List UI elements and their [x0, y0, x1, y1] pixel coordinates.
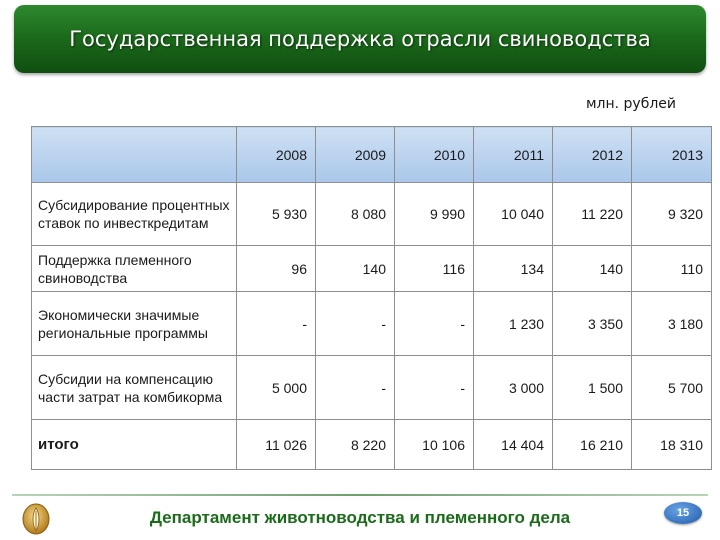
value-cell: 110: [632, 246, 712, 292]
row-label: Субсидирование процентных ставок по инвесткредитам: [32, 183, 237, 246]
total-value-cell: 8 220: [316, 420, 395, 470]
header-cell-year: 2013: [632, 127, 712, 183]
header-cell-year: 2008: [237, 127, 316, 183]
value-cell: 9 990: [395, 183, 474, 246]
table-row: [32, 356, 712, 420]
value-cell: 134: [474, 246, 553, 292]
row-label: Экономически значимые региональные программы: [32, 292, 237, 356]
total-value-cell: 16 210: [553, 420, 632, 470]
total-row: [32, 420, 712, 470]
value-cell: 5 000: [237, 356, 316, 420]
row-label: Поддержка племенного свиноводства: [32, 246, 237, 292]
value-cell: 5 700: [632, 356, 712, 420]
value-cell: 11 220: [553, 183, 632, 246]
footer-divider: [12, 494, 708, 496]
total-value-cell: 14 404: [474, 420, 553, 470]
header-cell-year: 2009: [316, 127, 395, 183]
support-table: [31, 126, 712, 470]
page-title: Государственная поддержка отрасли свиноводства: [69, 27, 651, 51]
header-cell-year: 2011: [474, 127, 553, 183]
header-cell-year: 2012: [553, 127, 632, 183]
header-row: [32, 127, 712, 183]
value-cell: -: [237, 292, 316, 356]
value-cell: 1 230: [474, 292, 553, 356]
value-cell: 116: [395, 246, 474, 292]
total-value-cell: 18 310: [632, 420, 712, 470]
header-cell-year: 2010: [395, 127, 474, 183]
value-cell: 8 080: [316, 183, 395, 246]
table-row: [32, 246, 712, 292]
table-row: [32, 183, 712, 246]
value-cell: 140: [553, 246, 632, 292]
value-cell: 5 930: [237, 183, 316, 246]
value-cell: 9 320: [632, 183, 712, 246]
row-label-total: итого: [32, 420, 237, 470]
value-cell: 3 350: [553, 292, 632, 356]
value-cell: 140: [316, 246, 395, 292]
row-label: Субсидии на компенсацию части затрат на комбикорма: [32, 356, 237, 420]
title-bar: [14, 5, 706, 73]
value-cell: -: [395, 356, 474, 420]
units-label: млн. рублей: [585, 96, 676, 112]
value-cell: -: [316, 292, 395, 356]
value-cell: -: [395, 292, 474, 356]
value-cell: -: [316, 356, 395, 420]
total-value-cell: 10 106: [395, 420, 474, 470]
department-name: Департамент животноводства и племенного дела: [149, 508, 571, 527]
value-cell: 10 040: [474, 183, 553, 246]
value-cell: 3 000: [474, 356, 553, 420]
header-cell-empty: [32, 127, 237, 183]
page-number-badge: 15: [664, 502, 702, 524]
table-row: [32, 292, 712, 356]
value-cell: 1 500: [553, 356, 632, 420]
total-value-cell: 11 026: [237, 420, 316, 470]
value-cell: 3 180: [632, 292, 712, 356]
value-cell: 96: [237, 246, 316, 292]
